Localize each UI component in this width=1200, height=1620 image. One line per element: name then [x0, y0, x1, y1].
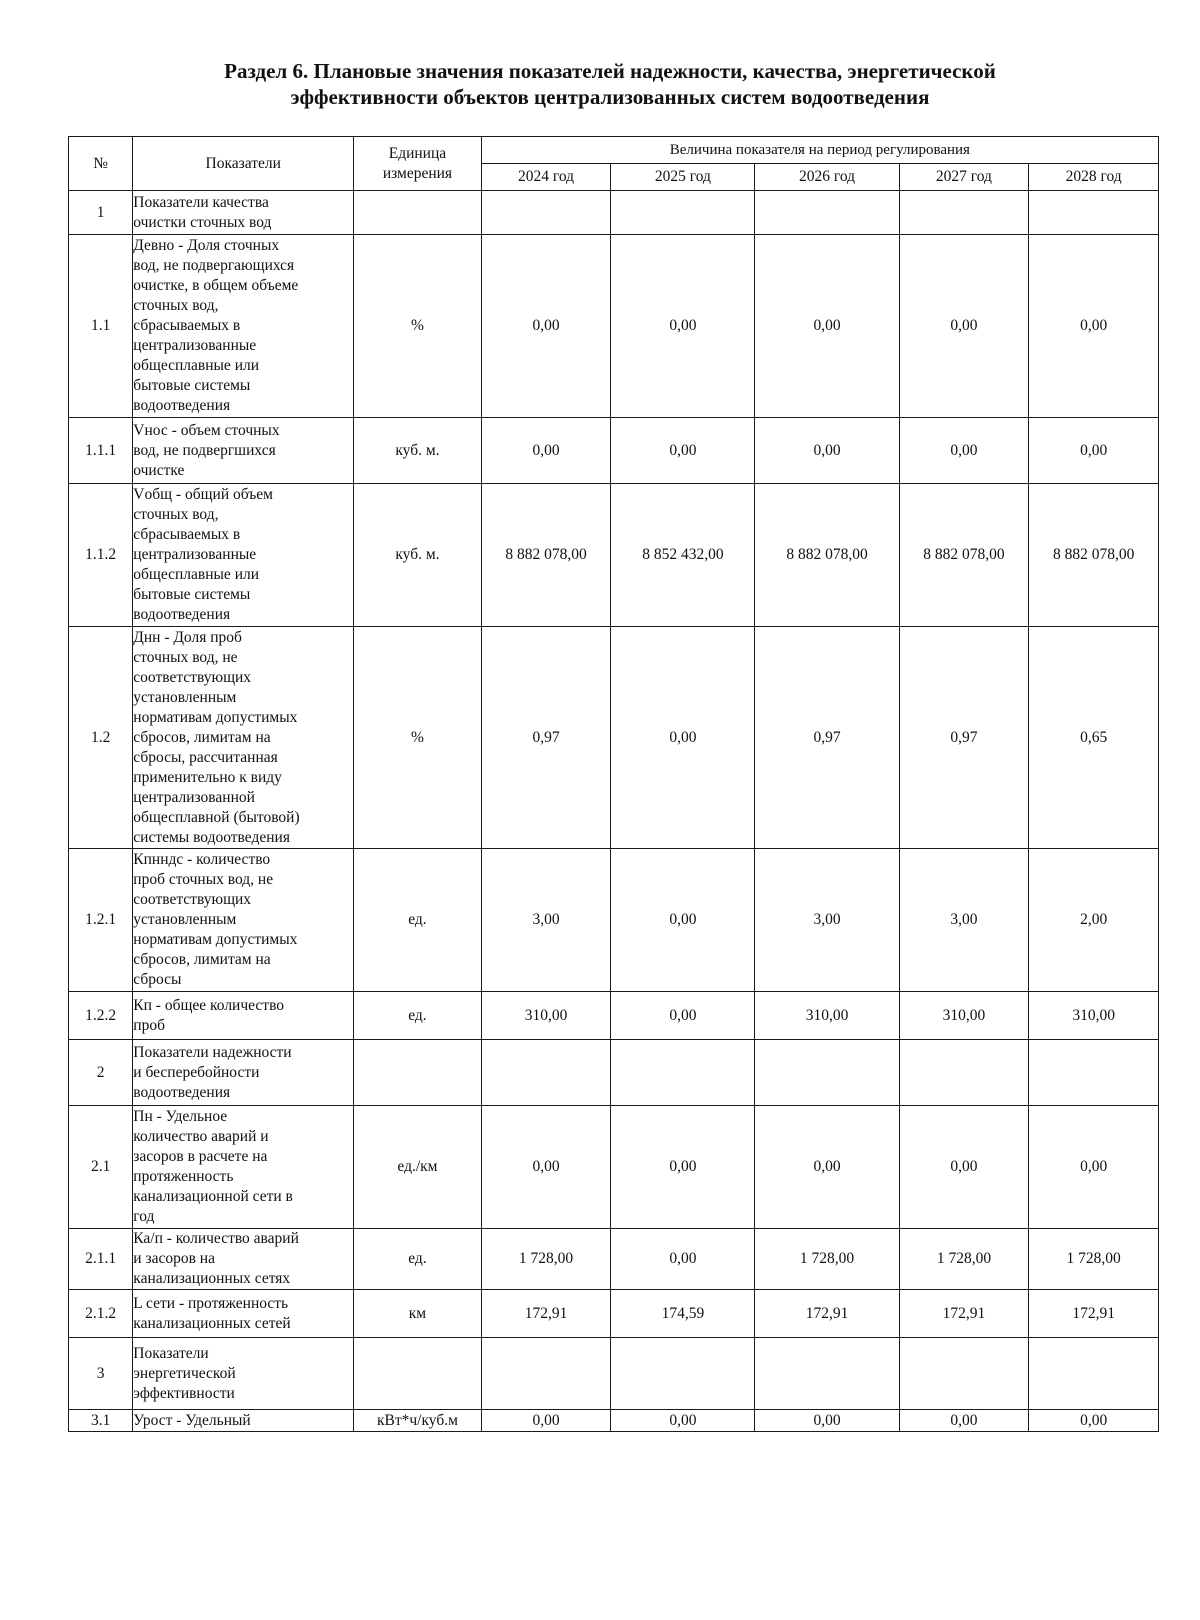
- indicator-cell: [133, 1229, 354, 1290]
- value-cell: 0,00: [1029, 1410, 1159, 1432]
- indicator-text-line: Показатели надежности: [133, 1043, 292, 1061]
- value-cell: 172,91: [1029, 1290, 1159, 1338]
- value-cell: [481, 1040, 611, 1106]
- header-unit-line-2: измерения: [382, 164, 453, 182]
- title-line-2: эффективности объектов централизованных систем водоотведения: [290, 85, 930, 109]
- table-row: [69, 1040, 1159, 1106]
- indicator-cell: [133, 627, 354, 849]
- header-row-1: [69, 137, 1159, 164]
- table-row: [69, 1106, 1159, 1229]
- value-cell: 0,97: [755, 627, 899, 849]
- row-number: 1.1.1: [69, 418, 133, 484]
- value-cell: 1 728,00: [755, 1229, 899, 1290]
- value-cell: 0,00: [755, 418, 899, 484]
- indicator-text-line: централизованной: [133, 788, 255, 806]
- indicator-text-line: и засоров на: [133, 1250, 215, 1267]
- value-cell: 2,00: [1029, 849, 1159, 992]
- value-cell: 172,91: [481, 1290, 611, 1338]
- value-cell: 310,00: [1029, 992, 1159, 1040]
- table-row: [69, 1338, 1159, 1410]
- row-number: 2.1.1: [69, 1229, 133, 1290]
- row-number: 1.1.2: [69, 484, 133, 627]
- value-cell: [611, 191, 755, 235]
- table-row: [69, 1410, 1159, 1432]
- value-cell: 0,00: [611, 1229, 755, 1290]
- value-cell: [1029, 1338, 1159, 1410]
- table-row: [69, 627, 1159, 849]
- indicator-text-line: канализационных сетей: [133, 1314, 291, 1332]
- indicator-cell: [133, 849, 354, 992]
- value-cell: 0,97: [481, 627, 611, 849]
- indicator-text-line: водоотведения: [133, 606, 231, 623]
- indicator-text-line: Vнос - объем сточных: [133, 421, 280, 439]
- header-year: 2026 год: [755, 164, 899, 191]
- value-cell: 0,00: [1029, 1106, 1159, 1229]
- value-cell: [899, 191, 1029, 235]
- value-cell: 8 882 078,00: [899, 484, 1029, 627]
- indicator-text-line: системы водоотведения: [133, 828, 290, 846]
- value-cell: [899, 1040, 1029, 1106]
- indicator-text-line: сточных вод, не: [133, 648, 238, 666]
- value-cell: 0,00: [611, 235, 755, 418]
- header-year: 2025 год: [611, 164, 755, 191]
- indicator-text-line: очистке: [133, 461, 185, 479]
- value-cell: 0,00: [899, 1106, 1029, 1229]
- indicator-text-line: применительно к виду: [133, 768, 282, 786]
- indicator-text-line: Кп - общее количество: [133, 996, 285, 1014]
- table-row: [69, 1229, 1159, 1290]
- value-cell: 0,00: [899, 235, 1029, 418]
- value-cell: [755, 1040, 899, 1106]
- value-cell: 172,91: [899, 1290, 1029, 1338]
- value-cell: 0,00: [1029, 418, 1159, 484]
- unit-cell: [354, 191, 482, 235]
- indicator-text-line: общесплавные или: [133, 357, 260, 374]
- value-cell: 0,00: [755, 1410, 899, 1432]
- indicator-text-line: бытовые системы: [133, 377, 251, 394]
- value-cell: 0,00: [611, 1410, 755, 1432]
- row-number: 1.2: [69, 627, 133, 849]
- indicator-text-line: Днн - Доля проб: [133, 628, 242, 646]
- value-cell: 0,00: [481, 418, 611, 484]
- indicator-text-line: общесплавные или: [133, 566, 260, 583]
- indicator-text-line: очистке, в общем объеме: [133, 277, 299, 294]
- table-row: [69, 484, 1159, 627]
- table-body: [69, 191, 1159, 1432]
- table-row: [69, 235, 1159, 418]
- indicator-text-line: централизованные: [133, 337, 257, 354]
- value-cell: 0,00: [755, 235, 899, 418]
- indicator-text-line: сточных вод,: [133, 506, 219, 523]
- indicator-text-line: количество аварий и: [133, 1128, 269, 1145]
- indicator-text-line: централизованные: [133, 546, 257, 563]
- indicator-cell: [133, 992, 354, 1040]
- value-cell: 0,00: [611, 992, 755, 1040]
- value-cell: 0,00: [611, 1106, 755, 1229]
- unit-cell: км: [354, 1290, 482, 1338]
- indicator-text-line: соответствующих: [133, 891, 252, 908]
- unit-cell: %: [354, 627, 482, 849]
- row-number: 2: [69, 1040, 133, 1106]
- value-cell: [481, 191, 611, 235]
- value-cell: 8 882 078,00: [755, 484, 899, 627]
- indicator-text-line: проб: [133, 1016, 165, 1034]
- indicator-text-line: Ка/п - количество аварий: [133, 1230, 299, 1247]
- indicator-text-line: Vобщ - общий объем: [133, 486, 273, 503]
- indicator-cell: [133, 191, 354, 235]
- indicator-text-line: проб сточных вод, не: [133, 871, 274, 888]
- unit-cell: [354, 1338, 482, 1410]
- row-number: 2.1.2: [69, 1290, 133, 1338]
- indicator-text-line: эффективности: [133, 1384, 235, 1402]
- value-cell: 310,00: [481, 992, 611, 1040]
- row-number: 1.2.2: [69, 992, 133, 1040]
- value-cell: [755, 1338, 899, 1410]
- indicator-text-line: протяженность: [133, 1168, 234, 1185]
- indicator-text-line: L сети - протяженность: [133, 1294, 289, 1312]
- indicator-text-line: год: [133, 1208, 155, 1225]
- indicator-text-line: установленным: [133, 911, 237, 928]
- row-number: 1.1: [69, 235, 133, 418]
- indicator-text-line: Кпнндс - количество: [133, 851, 271, 868]
- indicator-text-line: соответствующих: [133, 668, 252, 686]
- page-title: [60, 58, 1160, 110]
- indicator-text-line: нормативам допустимых: [133, 708, 298, 726]
- unit-cell: куб. м.: [354, 418, 482, 484]
- indicator-cell: [133, 235, 354, 418]
- header-year: 2027 год: [899, 164, 1029, 191]
- indicator-text-line: установленным: [133, 688, 237, 706]
- unit-cell: ед./км: [354, 1106, 482, 1229]
- indicator-text-line: и бесперебойности: [133, 1063, 260, 1081]
- value-cell: [481, 1338, 611, 1410]
- unit-cell: [354, 1040, 482, 1106]
- value-cell: 0,97: [899, 627, 1029, 849]
- row-number: 1.2.1: [69, 849, 133, 992]
- indicator-text-line: Показатели: [133, 1344, 209, 1362]
- indicator-text-line: канализационных сетях: [133, 1270, 291, 1287]
- unit-cell: ед.: [354, 992, 482, 1040]
- indicator-text-line: водоотведения: [133, 1083, 231, 1101]
- value-cell: [899, 1338, 1029, 1410]
- value-cell: [755, 191, 899, 235]
- indicator-text-line: сбросов, лимитам на: [133, 728, 271, 746]
- value-cell: 3,00: [899, 849, 1029, 992]
- unit-cell: куб. м.: [354, 484, 482, 627]
- indicator-text-line: сбрасываемых в: [133, 526, 241, 543]
- header-period-group: Величина показателя на период регулирования: [481, 137, 1158, 164]
- value-cell: 0,00: [1029, 235, 1159, 418]
- value-cell: 0,00: [481, 1106, 611, 1229]
- value-cell: [1029, 1040, 1159, 1106]
- indicator-cell: [133, 484, 354, 627]
- value-cell: 1 728,00: [481, 1229, 611, 1290]
- unit-cell: ед.: [354, 1229, 482, 1290]
- value-cell: 0,00: [755, 1106, 899, 1229]
- indicator-cell: [133, 1410, 354, 1432]
- value-cell: 174,59: [611, 1290, 755, 1338]
- indicator-cell: [133, 418, 354, 484]
- indicator-cell: [133, 1040, 354, 1106]
- value-cell: 0,00: [481, 1410, 611, 1432]
- unit-cell: %: [354, 235, 482, 418]
- header-unit: [354, 137, 482, 191]
- value-cell: [1029, 191, 1159, 235]
- value-cell: 1 728,00: [899, 1229, 1029, 1290]
- indicator-text-line: сточных вод,: [133, 297, 219, 314]
- table-row: [69, 1290, 1159, 1338]
- indicator-text-line: общесплавной (бытовой): [133, 808, 300, 826]
- value-cell: 3,00: [755, 849, 899, 992]
- title-line-1: Раздел 6. Плановые значения показателей надежности, качества, энергетической: [224, 59, 996, 83]
- indicator-text-line: нормативам допустимых: [133, 931, 298, 948]
- table-row: [69, 191, 1159, 235]
- indicator-text-line: Девно - Доля сточных: [133, 237, 280, 254]
- indicator-cell: [133, 1290, 354, 1338]
- unit-cell: ед.: [354, 849, 482, 992]
- value-cell: 0,00: [611, 627, 755, 849]
- value-cell: 0,00: [611, 849, 755, 992]
- indicator-text-line: сбрасываемых в: [133, 317, 241, 334]
- row-number: 2.1: [69, 1106, 133, 1229]
- value-cell: 8 882 078,00: [481, 484, 611, 627]
- indicator-text-line: Пн - Удельное: [133, 1108, 228, 1125]
- indicator-text-line: сбросов, лимитам на: [133, 951, 271, 968]
- header-unit-line-1: Единица: [388, 144, 447, 162]
- value-cell: 172,91: [755, 1290, 899, 1338]
- indicator-text-line: вод, не подвергшихся: [133, 441, 276, 459]
- indicator-cell: [133, 1338, 354, 1410]
- header-indicator: Показатели: [133, 137, 354, 191]
- indicator-text-line: энергетической: [133, 1364, 236, 1382]
- value-cell: 3,00: [481, 849, 611, 992]
- indicator-text-line: канализационной сети в: [133, 1188, 293, 1205]
- indicators-table: [68, 136, 1159, 1432]
- value-cell: 8 852 432,00: [611, 484, 755, 627]
- value-cell: 0,00: [611, 418, 755, 484]
- table-row: [69, 418, 1159, 484]
- row-number: 1: [69, 191, 133, 235]
- table-row: [69, 849, 1159, 992]
- value-cell: 310,00: [899, 992, 1029, 1040]
- indicator-text-line: сбросы: [133, 971, 182, 988]
- indicator-cell: [133, 1106, 354, 1229]
- unit-cell: кВт*ч/куб.м: [354, 1410, 482, 1432]
- row-number: 3.1: [69, 1410, 133, 1432]
- value-cell: 0,00: [481, 235, 611, 418]
- header-year: 2028 год: [1029, 164, 1159, 191]
- value-cell: 310,00: [755, 992, 899, 1040]
- value-cell: [611, 1040, 755, 1106]
- value-cell: [611, 1338, 755, 1410]
- value-cell: 8 882 078,00: [1029, 484, 1159, 627]
- indicator-text-line: Урост - Удельный: [133, 1411, 251, 1429]
- value-cell: 0,00: [899, 418, 1029, 484]
- indicator-text-line: Показатели качества: [133, 193, 269, 211]
- header-num: №: [69, 137, 133, 191]
- indicator-text-line: засоров в расчете на: [133, 1148, 268, 1165]
- indicator-text-line: очистки сточных вод: [133, 213, 272, 231]
- indicator-text-line: бытовые системы: [133, 586, 251, 603]
- indicator-text-line: сбросы, рассчитанная: [133, 748, 278, 766]
- header-year: 2024 год: [481, 164, 611, 191]
- value-cell: 0,00: [899, 1410, 1029, 1432]
- indicator-text-line: вод, не подвергающихся: [133, 257, 295, 274]
- value-cell: 1 728,00: [1029, 1229, 1159, 1290]
- row-number: 3: [69, 1338, 133, 1410]
- indicator-text-line: водоотведения: [133, 397, 231, 414]
- table-row: [69, 992, 1159, 1040]
- value-cell: 0,65: [1029, 627, 1159, 849]
